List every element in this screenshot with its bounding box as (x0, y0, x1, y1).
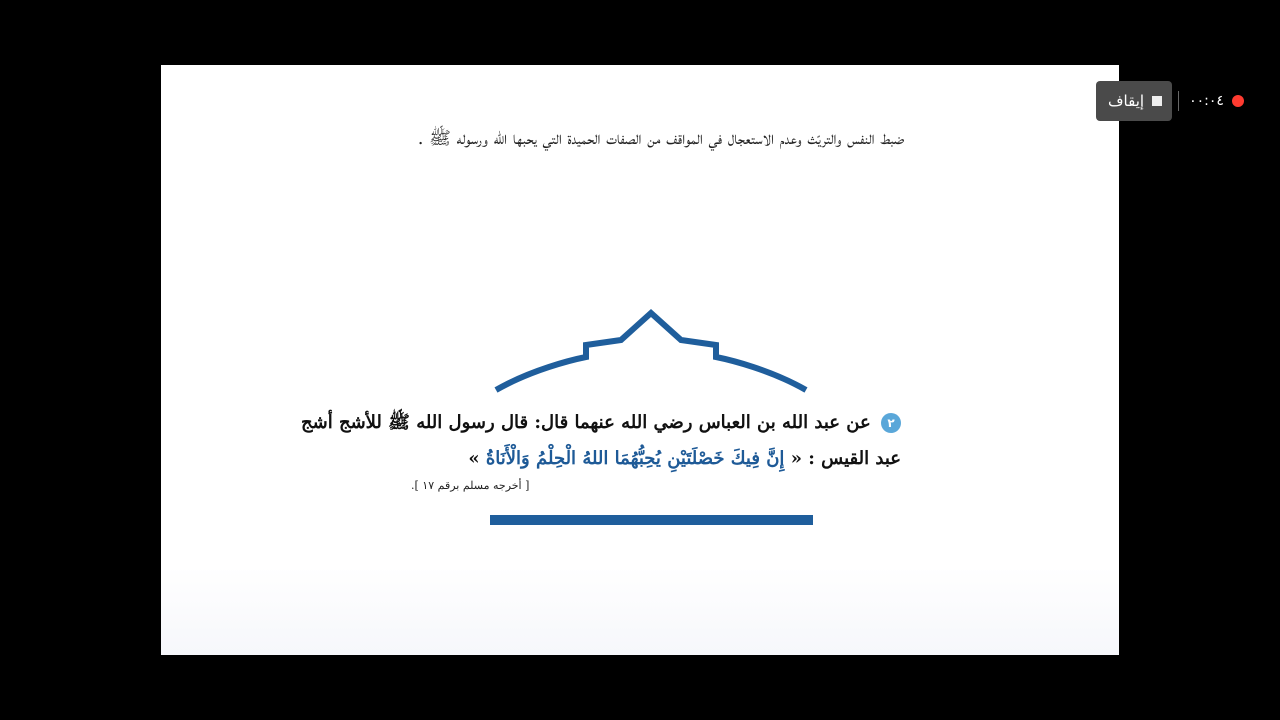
intro-text: ضبط النفس والتريّث وعدم الاستعجال في المواقف من الصفات الحميدة التي يحبها الله ورسوله ﷺ . (417, 128, 905, 149)
stop-icon (1152, 96, 1162, 106)
stop-recording-button[interactable] (1096, 81, 1172, 121)
hadith-quote: إِنَّ فِيكَ خَصْلَتَيْنِ يُحِبُّهُمَا اللهُ الْحِلْمُ وَالْأَنَاةُ (485, 448, 785, 469)
hadith-line-2 (401, 441, 901, 477)
presentation-slide (161, 65, 1119, 655)
record-dot-icon (1232, 95, 1244, 107)
dome-ornament (491, 305, 811, 395)
hadith-line-2-suffix: » (468, 448, 480, 469)
screen-recorder-overlay (1096, 81, 1244, 121)
recorder-divider (1178, 91, 1179, 111)
hadith-line-1 (301, 405, 901, 441)
recording-timer: ٠٠:٠٤ (1189, 93, 1224, 109)
bottom-divider-bar (490, 515, 813, 525)
hadith-reference: [ أخرجه مسلم برقم ١٧ ]. (411, 479, 530, 492)
hadith-number-badge: ٢ (881, 413, 901, 433)
hadith-narration-text: عن عبد الله بن العباس رضي الله عنهما قال: قال رسول الله ﷺ للأشج أشج (301, 412, 871, 433)
stop-label: إيقاف (1108, 92, 1145, 110)
hadith-block (301, 405, 901, 495)
hadith-line-2-prefix: عبد القيس : « (790, 448, 901, 469)
